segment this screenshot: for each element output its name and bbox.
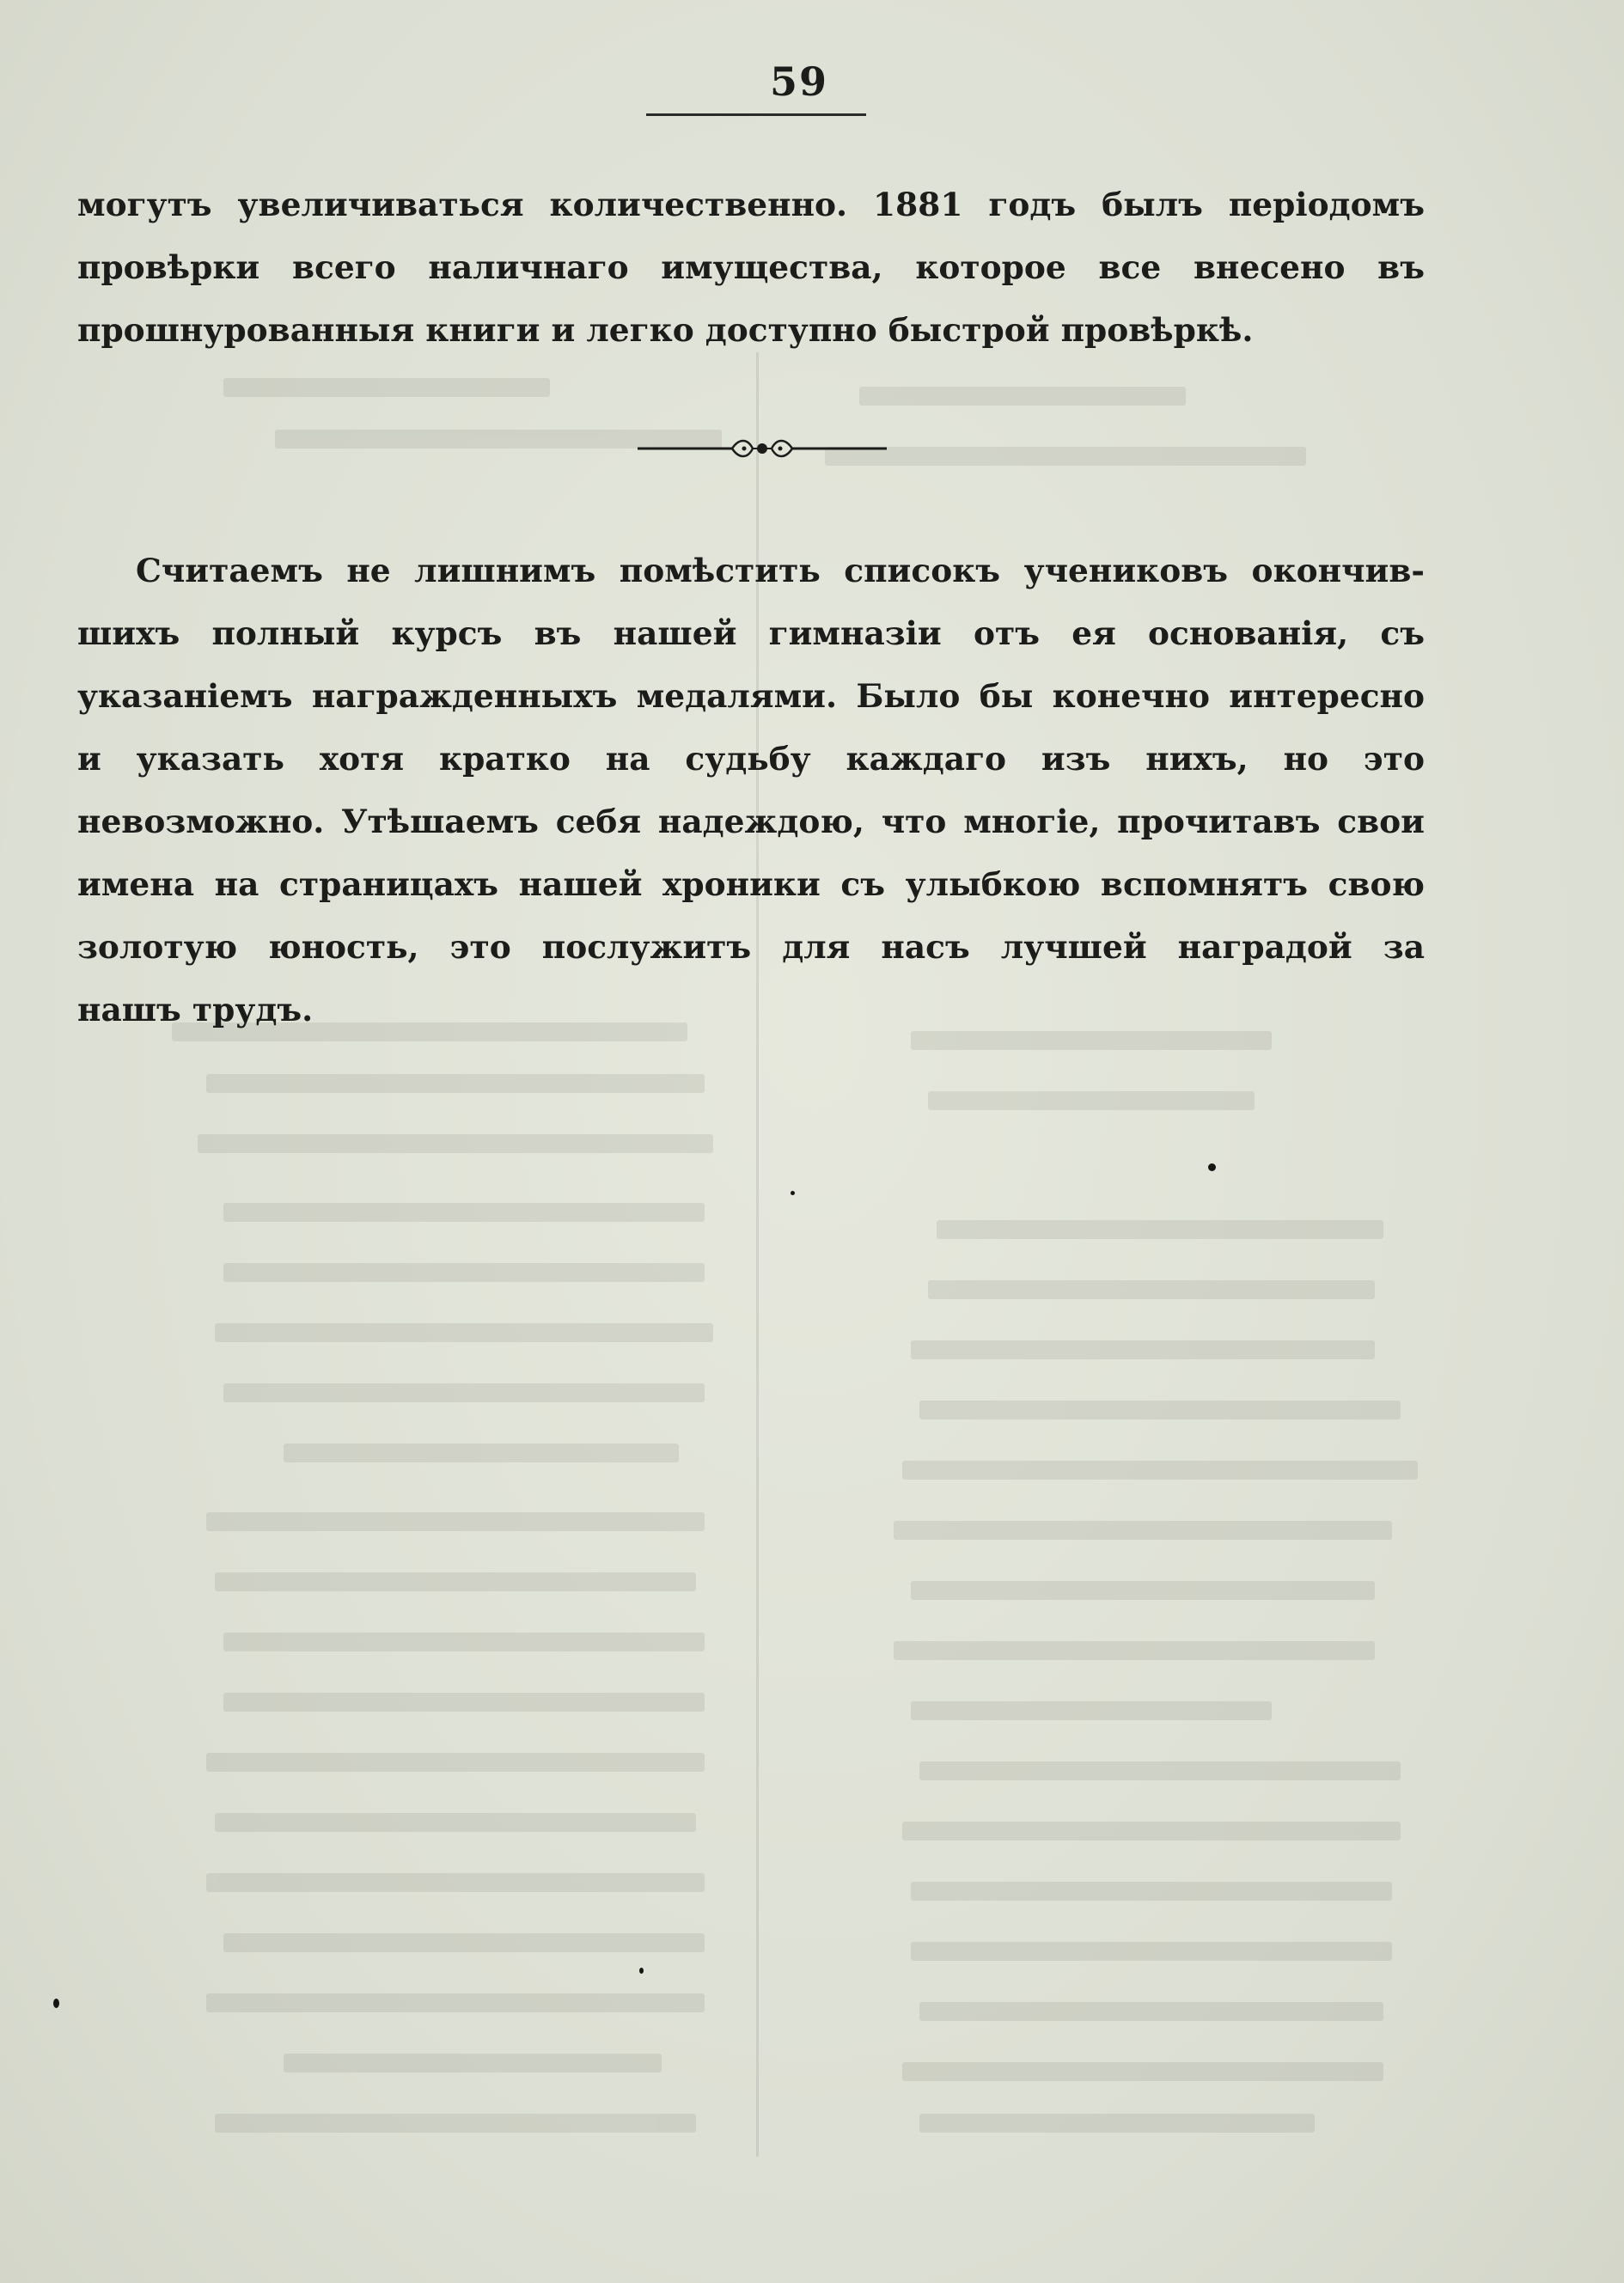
ink-speck	[791, 1191, 795, 1195]
ink-speck	[639, 1968, 644, 1974]
ink-speck	[1208, 1163, 1216, 1171]
text-line: имена на страницахъ нашей хроники съ улыбкою вспомнятъ свою	[77, 865, 1425, 903]
text-line: нашъ трудъ.	[77, 991, 314, 1029]
text-line: провѣрки всего наличнаго имущества, которое все внесено въ	[77, 248, 1425, 286]
paragraph-intro	[77, 174, 1425, 362]
paragraph-graduates-list-intro	[77, 540, 1425, 1041]
text-line: указаніемъ награжденныхъ медалями. Было бы конечно интересно	[77, 677, 1425, 715]
page-number-rule	[646, 113, 866, 116]
text-line: прошнурованныя книги и легко доступно быстрой провѣркѣ.	[77, 311, 1254, 349]
decorative-divider-ornament-icon	[638, 433, 887, 464]
text-line: Считаемъ не лишнимъ помѣстить списокъ учениковъ окончив-	[136, 552, 1425, 589]
text-line: и указать хотя кратко на судьбу каждаго изъ нихъ, но это	[77, 740, 1425, 778]
text-line: золотую юность, это послужитъ для насъ лучшей наградой за	[77, 928, 1425, 966]
page-number: 59	[769, 58, 828, 105]
text-line: могутъ увеличиваться количественно. 1881 годъ былъ періодомъ	[77, 186, 1425, 223]
ink-speck	[53, 1999, 59, 2008]
text-line: невозможно. Утѣшаемъ себя надеждою, что многіе, прочитавъ свои	[77, 803, 1425, 840]
text-line: шихъ полный курсъ въ нашей гимназіи отъ ея основанія, съ	[77, 614, 1425, 652]
